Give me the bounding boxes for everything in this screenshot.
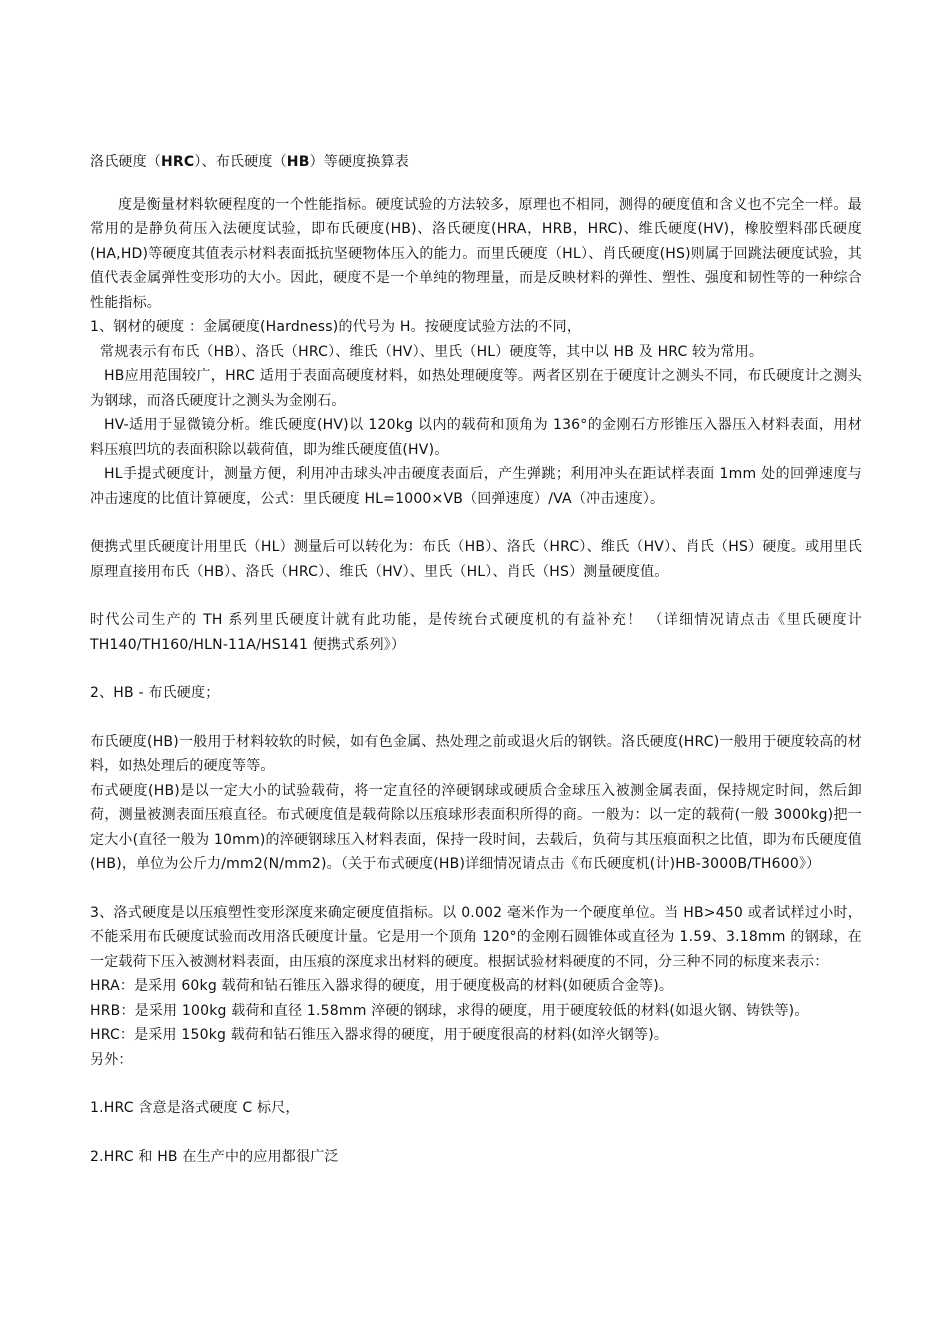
hrc-line: HRC：是采用 150kg 载荷和钻石锥压入器求得的硬度，用于硬度很高的材料(如淬火钢等)。 bbox=[90, 1027, 669, 1043]
spacer bbox=[90, 584, 862, 608]
spacer bbox=[90, 1121, 862, 1145]
note-2: 2.HRC 和 HB 在生产中的应用都很广泛 bbox=[90, 1148, 339, 1165]
section2-paragraph2: 布式硬度(HB)是以一定大小的试验载荷，将一定直径的淬硬钢球或硬质合金球压入被测金属表面，保持规定时间，然后卸荷，测量被测表面压痕直径。布式硬度值是载荷除以压痕球形表面积所得的商。一般为：以一定的载荷(一般 3000kg)把一定大小(直径一般为 10mm)的淬硬钢球压入材料表面，保持一段时间，去载后，负荷与其压痕面积之比值，即为布氏硬度值(HB)，单位为公斤力/mm2(N/mm2)。（关于布式硬度(HB)详细情况请点击《布氏硬度机(计)HB-3000B/TH600》） bbox=[90, 782, 862, 872]
section1-hl-paragraph: HL手提式硬度计，测量方便，利用冲击球头冲击硬度表面后，产生弹跳；利用冲头在距试样表面 1mm 处的回弹速度与冲击速度的比值计算硬度，公式：里氏硬度 HL=1000×VB（回弹速度）/VA（冲击速度）。 bbox=[90, 466, 862, 507]
title-hrc: HRC bbox=[161, 154, 195, 170]
section1-hv-paragraph: HV-适用于显微镜分析。维氏硬度(HV)以 120kg 以内的载荷和顶角为 136°的金刚石方形锥压入器压入材料表面，用材料压痕凹坑的表面积除以载荷值，即为维氏硬度值(HV)。 bbox=[90, 417, 862, 458]
section1-hb-paragraph: HB应用范围较广，HRC 适用于表面高硬度材料，如热处理硬度等。两者区别在于硬度计之测头不同，布氏硬度计之测头为钢球，而洛氏硬度计之测头为金刚石。 bbox=[90, 368, 862, 409]
section2-heading: 2、HB - 布氏硬度； bbox=[90, 685, 220, 701]
spacer bbox=[90, 1072, 862, 1096]
section1-line2: 常规表示有布氏（HB）、洛氏（HRC）、维氏（HV）、里氏（HL）硬度等，其中以 HB 及 HRC 较为常用。 bbox=[100, 343, 764, 360]
section2-paragraph1: 布氏硬度(HB)一般用于材料较软的时候，如有色金属、热处理之前或退火后的钢铁。洛氏硬度(HRC)一般用于硬度较高的材料，如热处理后的硬度等等。 bbox=[90, 733, 862, 774]
other-line: 另外： bbox=[90, 1051, 133, 1068]
document-title: 洛氏硬度（HRC）、布氏硬度（HB）等硬度换算表 bbox=[90, 154, 409, 170]
document-body bbox=[90, 150, 862, 1169]
portable-paragraph: 便携式里氏硬度计用里氏（HL）测量后可以转化为：布氏（HB）、洛氏（HRC）、维氏（HV）、肖氏（HS）硬度。或用里氏原理直接用布氏（HB）、洛氏（HRC）、维氏（HV）、里氏（HL）、肖氏（HS）测量硬度值。 bbox=[90, 539, 862, 580]
title-hb: HB bbox=[286, 154, 310, 170]
section3-paragraph: 3、洛式硬度是以压痕塑性变形深度来确定硬度值指标。以 0.002 毫米作为一个硬度单位。当 HB>450 或者试样过小时，不能采用布氏硬度试验而改用洛氏硬度计量。它是用一个顶角 120°的金刚石圆锥体或直径为 1.59、3.18mm 的钢球，在一定载荷下压入被测材料表面，由压痕的深度求出材料的硬度。根据试验材料硬度的不同，分三种不同的标度来表示： bbox=[90, 904, 862, 970]
hra-line: HRA：是采用 60kg 载荷和钻石锥压入器求得的硬度，用于硬度极高的材料(如硬质合金等)。 bbox=[90, 978, 674, 994]
section1-heading: 1、钢材的硬度 ：金属硬度(Hardness)的代号为 H。按硬度试验方法的不同， bbox=[90, 319, 582, 335]
hrb-line: HRB：是采用 100kg 载荷和直径 1.58mm 淬硬的钢球，求得的硬度，用于硬度较低的材料(如退火钢、铸铁等)。 bbox=[90, 1002, 809, 1019]
intro-paragraph: 度是衡量材料软硬程度的一个性能指标。硬度试验的方法较多，原理也不相同，测得的硬度值和含义也不完全一样。最常用的是静负荷压入法硬度试验，即布氏硬度(HB)、洛氏硬度(HRA，HRB，HRC)、维氏硬度(HV)，橡胶塑料邵氏硬度(HA,HD)等硬度其值表示材料表面抵抗坚硬物体压入的能力。而里氏硬度（HL）、肖氏硬度(HS)则属于回跳法硬度试验，其值代表金属弹性变形功的大小。因此，硬度不是一个单纯的物理量，而是反映材料的弹性、塑性、强度和韧性等的一种综合性能指标。 bbox=[90, 196, 862, 311]
company-paragraph: 时代公司生产的 TH 系列里氏硬度计就有此功能，是传统台式硬度机的有益补充！ （详细情况请点击《里氏硬度计 TH140/TH160/HLN-11A/HS141 便携式系列》） bbox=[90, 612, 862, 653]
spacer bbox=[90, 706, 862, 730]
spacer bbox=[90, 511, 862, 535]
spacer bbox=[90, 877, 862, 901]
spacer bbox=[90, 657, 862, 681]
note-1: 1.HRC 含意是洛式硬度 C 标尺， bbox=[90, 1100, 300, 1116]
